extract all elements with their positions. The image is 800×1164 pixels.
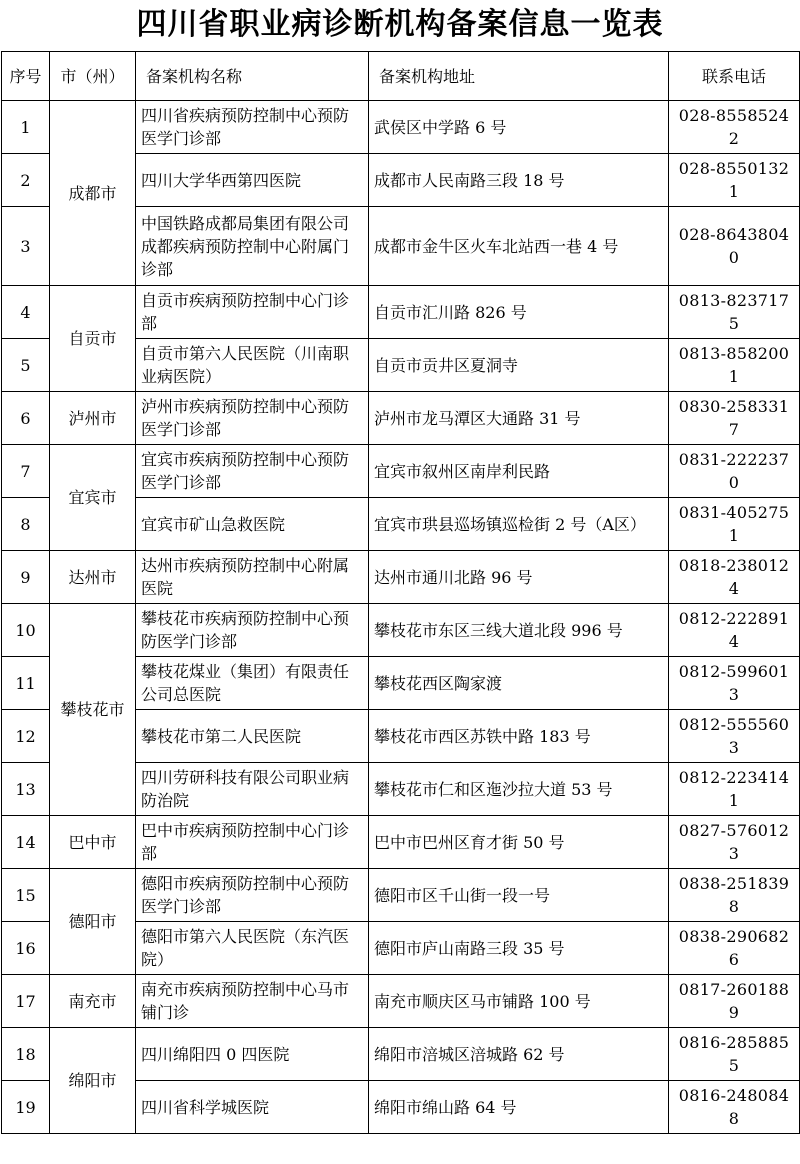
row-address: 攀枝花市东区三线大道北段 996 号 [369, 604, 669, 657]
row-city: 巴中市 [50, 816, 136, 869]
row-seq: 5 [2, 339, 50, 392]
row-address: 宜宾市珙县巡场镇巡检街 2 号（A区） [369, 498, 669, 551]
row-name: 南充市疾病预防控制中心马市铺门诊 [136, 975, 369, 1028]
table-row [2, 551, 800, 604]
row-phone: 0813-8237175 [669, 286, 800, 339]
row-address: 达州市通川北路 96 号 [369, 551, 669, 604]
row-name: 自贡市第六人民医院（川南职业病医院） [136, 339, 369, 392]
row-name: 四川省科学城医院 [136, 1081, 369, 1134]
row-seq: 15 [2, 869, 50, 922]
document-title: 四川省职业病诊断机构备案信息一览表 [136, 7, 664, 42]
table-row [2, 1028, 800, 1081]
row-address: 武侯区中学路 6 号 [369, 101, 669, 154]
row-name: 攀枝花市第二人民医院 [136, 710, 369, 763]
row-address: 攀枝花市仁和区迤沙拉大道 53 号 [369, 763, 669, 816]
row-phone: 028-86438040 [669, 207, 800, 286]
row-seq: 13 [2, 763, 50, 816]
row-seq: 3 [2, 207, 50, 286]
row-address: 南充市顺庆区马市铺路 100 号 [369, 975, 669, 1028]
row-address: 巴中市巴州区育才街 50 号 [369, 816, 669, 869]
row-city: 泸州市 [50, 392, 136, 445]
row-seq: 9 [2, 551, 50, 604]
row-city: 绵阳市 [50, 1028, 136, 1134]
row-phone: 0818-2380124 [669, 551, 800, 604]
row-phone: 0813-8582001 [669, 339, 800, 392]
table-row [2, 445, 800, 498]
row-address: 德阳市区千山街一段一号 [369, 869, 669, 922]
table-row [2, 975, 800, 1028]
row-city: 自贡市 [50, 286, 136, 392]
row-name: 宜宾市矿山急救医院 [136, 498, 369, 551]
row-city: 宜宾市 [50, 445, 136, 551]
row-seq: 2 [2, 154, 50, 207]
row-seq: 6 [2, 392, 50, 445]
row-seq: 4 [2, 286, 50, 339]
header-address: 备案机构地址 [369, 52, 669, 101]
table-row [2, 101, 800, 154]
row-address: 绵阳市涪城区涪城路 62 号 [369, 1028, 669, 1081]
row-name: 达州市疾病预防控制中心附属医院 [136, 551, 369, 604]
row-name: 德阳市疾病预防控制中心预防医学门诊部 [136, 869, 369, 922]
table-header-row [2, 52, 800, 101]
row-seq: 12 [2, 710, 50, 763]
row-name: 中国铁路成都局集团有限公司成都疾病预防控制中心附属门诊部 [136, 207, 369, 286]
row-name: 巴中市疾病预防控制中心门诊部 [136, 816, 369, 869]
row-name: 四川劳研科技有限公司职业病防治院 [136, 763, 369, 816]
row-city: 达州市 [50, 551, 136, 604]
row-seq: 10 [2, 604, 50, 657]
row-address: 绵阳市绵山路 64 号 [369, 1081, 669, 1134]
institution-table [1, 51, 800, 1134]
row-address: 攀枝花西区陶家渡 [369, 657, 669, 710]
row-seq: 11 [2, 657, 50, 710]
row-phone: 0812-5555603 [669, 710, 800, 763]
row-phone: 0816-2858855 [669, 1028, 800, 1081]
row-address: 成都市人民南路三段 18 号 [369, 154, 669, 207]
row-name: 四川绵阳四 0 四医院 [136, 1028, 369, 1081]
row-seq: 18 [2, 1028, 50, 1081]
row-name: 攀枝花市疾病预防控制中心预防医学门诊部 [136, 604, 369, 657]
row-address: 自贡市汇川路 826 号 [369, 286, 669, 339]
row-address: 攀枝花市西区苏铁中路 183 号 [369, 710, 669, 763]
row-name: 四川省疾病预防控制中心预防医学门诊部 [136, 101, 369, 154]
table-row [2, 286, 800, 339]
row-phone: 0838-2906826 [669, 922, 800, 975]
row-phone: 0831-2222370 [669, 445, 800, 498]
row-name: 泸州市疾病预防控制中心预防医学门诊部 [136, 392, 369, 445]
row-phone: 0816-2480848 [669, 1081, 800, 1134]
table-row [2, 869, 800, 922]
row-name: 四川大学华西第四医院 [136, 154, 369, 207]
row-phone: 0817-2601889 [669, 975, 800, 1028]
table-row [2, 392, 800, 445]
row-name: 攀枝花煤业（集团）有限责任公司总医院 [136, 657, 369, 710]
table-row [2, 816, 800, 869]
row-city: 成都市 [50, 101, 136, 286]
row-phone: 0812-2228914 [669, 604, 800, 657]
row-address: 成都市金牛区火车北站西一巷 4 号 [369, 207, 669, 286]
header-city: 市（州） [50, 52, 136, 101]
row-address: 德阳市庐山南路三段 35 号 [369, 922, 669, 975]
row-phone: 0838-2518398 [669, 869, 800, 922]
row-name: 德阳市第六人民医院（东汽医院） [136, 922, 369, 975]
header-name: 备案机构名称 [136, 52, 369, 101]
row-seq: 17 [2, 975, 50, 1028]
row-city: 德阳市 [50, 869, 136, 975]
row-city: 南充市 [50, 975, 136, 1028]
row-seq: 1 [2, 101, 50, 154]
row-address: 泸州市龙马潭区大通路 31 号 [369, 392, 669, 445]
row-name: 宜宾市疾病预防控制中心预防医学门诊部 [136, 445, 369, 498]
row-phone: 0812-2234141 [669, 763, 800, 816]
row-seq: 8 [2, 498, 50, 551]
row-city: 攀枝花市 [50, 604, 136, 816]
header-phone: 联系电话 [669, 52, 800, 101]
row-seq: 14 [2, 816, 50, 869]
row-seq: 19 [2, 1081, 50, 1134]
row-seq: 16 [2, 922, 50, 975]
row-address: 自贡市贡井区夏洞寺 [369, 339, 669, 392]
row-phone: 0831-4052751 [669, 498, 800, 551]
row-phone: 0830-2583317 [669, 392, 800, 445]
row-name: 自贡市疾病预防控制中心门诊部 [136, 286, 369, 339]
row-seq: 7 [2, 445, 50, 498]
header-seq: 序号 [2, 52, 50, 101]
table-row [2, 604, 800, 657]
row-phone: 028-85501321 [669, 154, 800, 207]
row-phone: 0812-5996013 [669, 657, 800, 710]
row-phone: 028-85585242 [669, 101, 800, 154]
row-phone: 0827-5760123 [669, 816, 800, 869]
row-address: 宜宾市叙州区南岸利民路 [369, 445, 669, 498]
